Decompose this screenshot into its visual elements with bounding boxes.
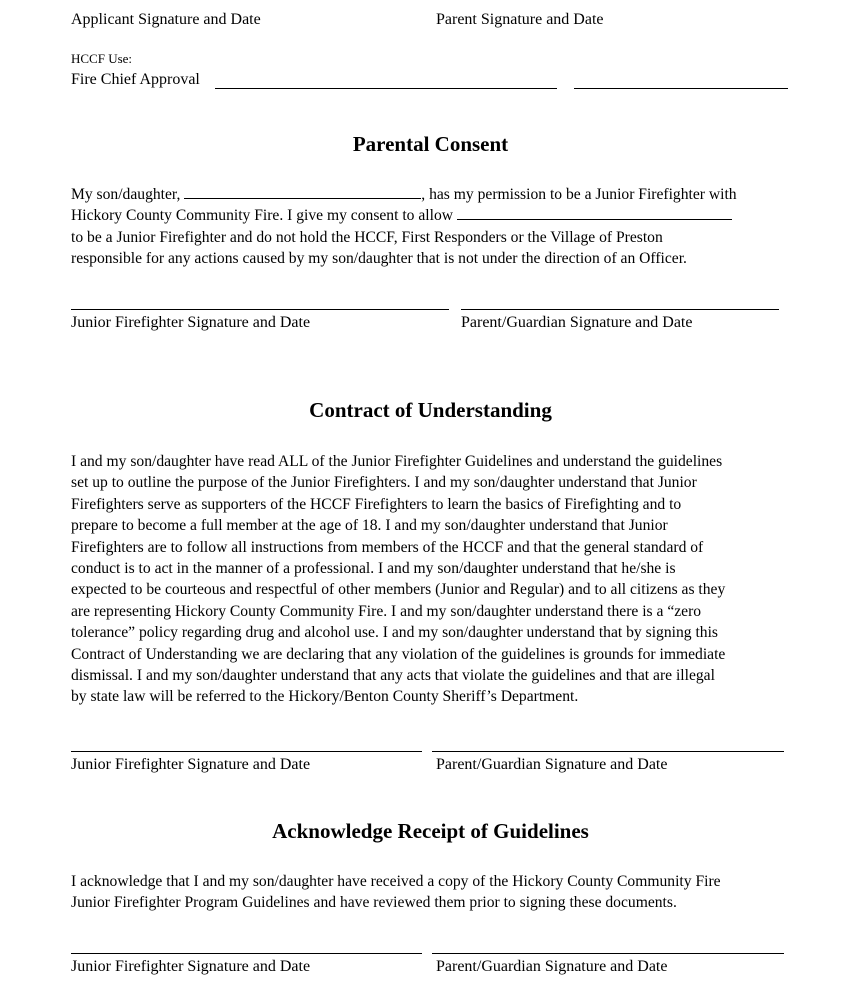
paragraph-line: tolerance” policy regarding drug and alcohol use. I and my son/daughter understand that by signing this bbox=[71, 624, 718, 642]
text-segment: My son/daughter, bbox=[71, 186, 181, 203]
parent-signature-label: Parent/Guardian Signature and Date bbox=[436, 958, 668, 975]
parent-signature-line[interactable] bbox=[432, 751, 784, 752]
paragraph-line: I acknowledge that I and my son/daughter have received a copy of the Hickory County Community Fire bbox=[71, 873, 721, 890]
fire-chief-date-line[interactable] bbox=[574, 88, 788, 89]
parental-consent-paragraph bbox=[71, 184, 801, 270]
paragraph-line: by state law will be referred to the Hickory/Benton County Sheriff’s Department. bbox=[71, 688, 579, 706]
paragraph-line: Firefighters serve as supporters of the HCCF Firefighters to learn the basics of Firefighting and to bbox=[71, 495, 682, 513]
junior-signature-label: Junior Firefighter Signature and Date bbox=[71, 756, 311, 773]
junior-signature-label: Junior Firefighter Signature and Date bbox=[71, 958, 311, 975]
junior-signature-line[interactable] bbox=[71, 309, 449, 310]
parental-consent-heading: Parental Consent bbox=[352, 132, 509, 156]
paragraph-line: dismissal. I and my son/daughter understand that any acts that violate the guidelines and that are illegal bbox=[71, 666, 715, 684]
fire-chief-approval-label: Fire Chief Approval bbox=[71, 71, 200, 88]
paragraph-line: responsible for any actions caused by my son/daughter that is not under the direction of an Officer. bbox=[71, 250, 687, 268]
paragraph-line: conduct is to act in the manner of a professional. I and my son/daughter understand that he/she is bbox=[71, 559, 676, 577]
junior-signature-label: Junior Firefighter Signature and Date bbox=[71, 314, 311, 331]
paragraph-line: I and my son/daughter have read ALL of the Junior Firefighter Guidelines and understand the guidelines bbox=[71, 453, 723, 470]
contract-heading: Contract of Understanding bbox=[309, 398, 552, 422]
paragraph-line bbox=[71, 184, 801, 205]
text-segment: Hickory County Community Fire. I give my consent to allow bbox=[71, 207, 454, 225]
paragraph-line: set up to outline the purpose of the Junior Firefighters. I and my son/daughter understand that Junior bbox=[71, 474, 697, 492]
junior-signature-line[interactable] bbox=[71, 751, 422, 752]
contract-paragraph bbox=[71, 451, 801, 708]
parent-signature-label: Parent/Guardian Signature and Date bbox=[461, 314, 693, 331]
paragraph-line: Firefighters are to follow all instructions from members of the HCCF and that the general standard of bbox=[71, 538, 704, 556]
paragraph-line: are representing Hickory County Community Fire. I and my son/daughter understand there is a “zero bbox=[71, 602, 702, 620]
text-segment: , has my permission to be a Junior Firefighter with bbox=[421, 186, 737, 203]
fire-chief-signature-line[interactable] bbox=[215, 88, 557, 89]
paragraph-line: expected to be courteous and respectful of other members (Junior and Regular) and to all citizens as they bbox=[71, 581, 726, 599]
paragraph-line: to be a Junior Firefighter and do not hold the HCCF, First Responders or the Village of Preston bbox=[71, 228, 663, 246]
allowed-person-name-field[interactable] bbox=[457, 207, 732, 220]
applicant-signature-label: Applicant Signature and Date bbox=[71, 11, 261, 28]
paragraph-line: Contract of Understanding we are declaring that any violation of the guidelines is grounds for immediate bbox=[71, 645, 726, 663]
parent-signature-label: Parent Signature and Date bbox=[436, 11, 604, 28]
son-daughter-name-field[interactable] bbox=[184, 186, 421, 199]
paragraph-line: Junior Firefighter Program Guidelines and have reviewed them prior to signing these documents. bbox=[71, 894, 677, 912]
parent-signature-line[interactable] bbox=[432, 953, 784, 954]
parent-signature-label: Parent/Guardian Signature and Date bbox=[436, 756, 668, 773]
hccf-use-label: HCCF Use: bbox=[71, 51, 133, 66]
paragraph-line: prepare to become a full member at the age of 18. I and my son/daughter understand that Junior bbox=[71, 517, 668, 535]
parent-signature-line[interactable] bbox=[461, 309, 779, 310]
junior-signature-line[interactable] bbox=[71, 953, 422, 954]
paragraph-line bbox=[71, 205, 801, 226]
acknowledge-paragraph bbox=[71, 871, 801, 914]
acknowledge-heading: Acknowledge Receipt of Guidelines bbox=[272, 819, 589, 843]
